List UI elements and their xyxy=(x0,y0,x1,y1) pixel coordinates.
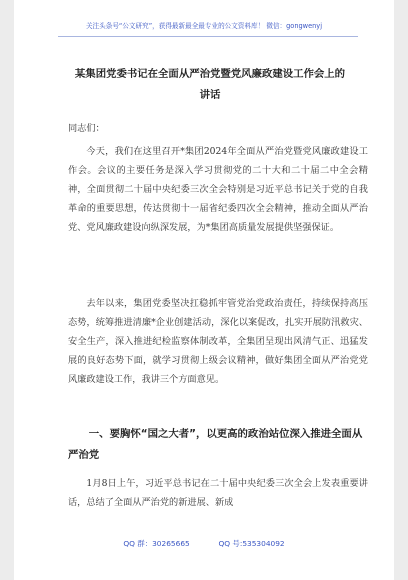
paragraph-intro: 今天，我们在这里召开*集团2024年全面从严治党暨党风廉政建设工作会。会议的主要任务是深入学习贯彻党的二十大和二十届二中全会精神，全面贯彻二十届中央纪委三次全会特别是习近平总书记关于党的自我革命的重要思想，传达贯彻十一届省纪委四次全会精神，推动全面从严治党、党风廉政建设向纵深发展，为*集团高质量发展提供坚强保证。 xyxy=(68,146,368,233)
footer-qq-group: QQ 群：30265665 xyxy=(123,539,190,548)
document-title: 某集团党委书记在全面从严治党暨党风廉政建设工作会上的讲话 xyxy=(74,68,346,101)
footer-qq-number: QQ 号:535304092 xyxy=(218,539,285,548)
header-divider xyxy=(58,36,358,37)
footer-contacts xyxy=(14,538,394,549)
header-banner: 关注头条号“公文研究”，获得最新最全最专业的公文资料库！ 微信：gongwenyj xyxy=(85,22,323,30)
document-page xyxy=(14,0,394,580)
paragraph-section-1: 1月8日上午，习近平总书记在二十届中央纪委三次全会上发表重要讲话，总结了全面从严治党的新进展、新成 xyxy=(68,478,368,508)
paragraph-review: 去年以来，集团党委坚决扛稳抓牢管党治党政治责任，持续保持高压态势，统筹推进清廉*企业创建活动，深化以案促改，扎实开展防汛救灾、安全生产，深入推进纪检监察体制改革，全集团呈现出风清气正、迅猛发展的良好态势下面，就学习贯彻上级会议精神，做好集团全面从严治党党风廉政建设工作，我讲三个方面意见。 xyxy=(68,298,368,385)
salutation: 同志们： xyxy=(68,123,105,134)
section-heading-1: 一、要胸怀“国之大者”，以更高的政治站位深入推进全面从严治党 xyxy=(68,428,363,461)
